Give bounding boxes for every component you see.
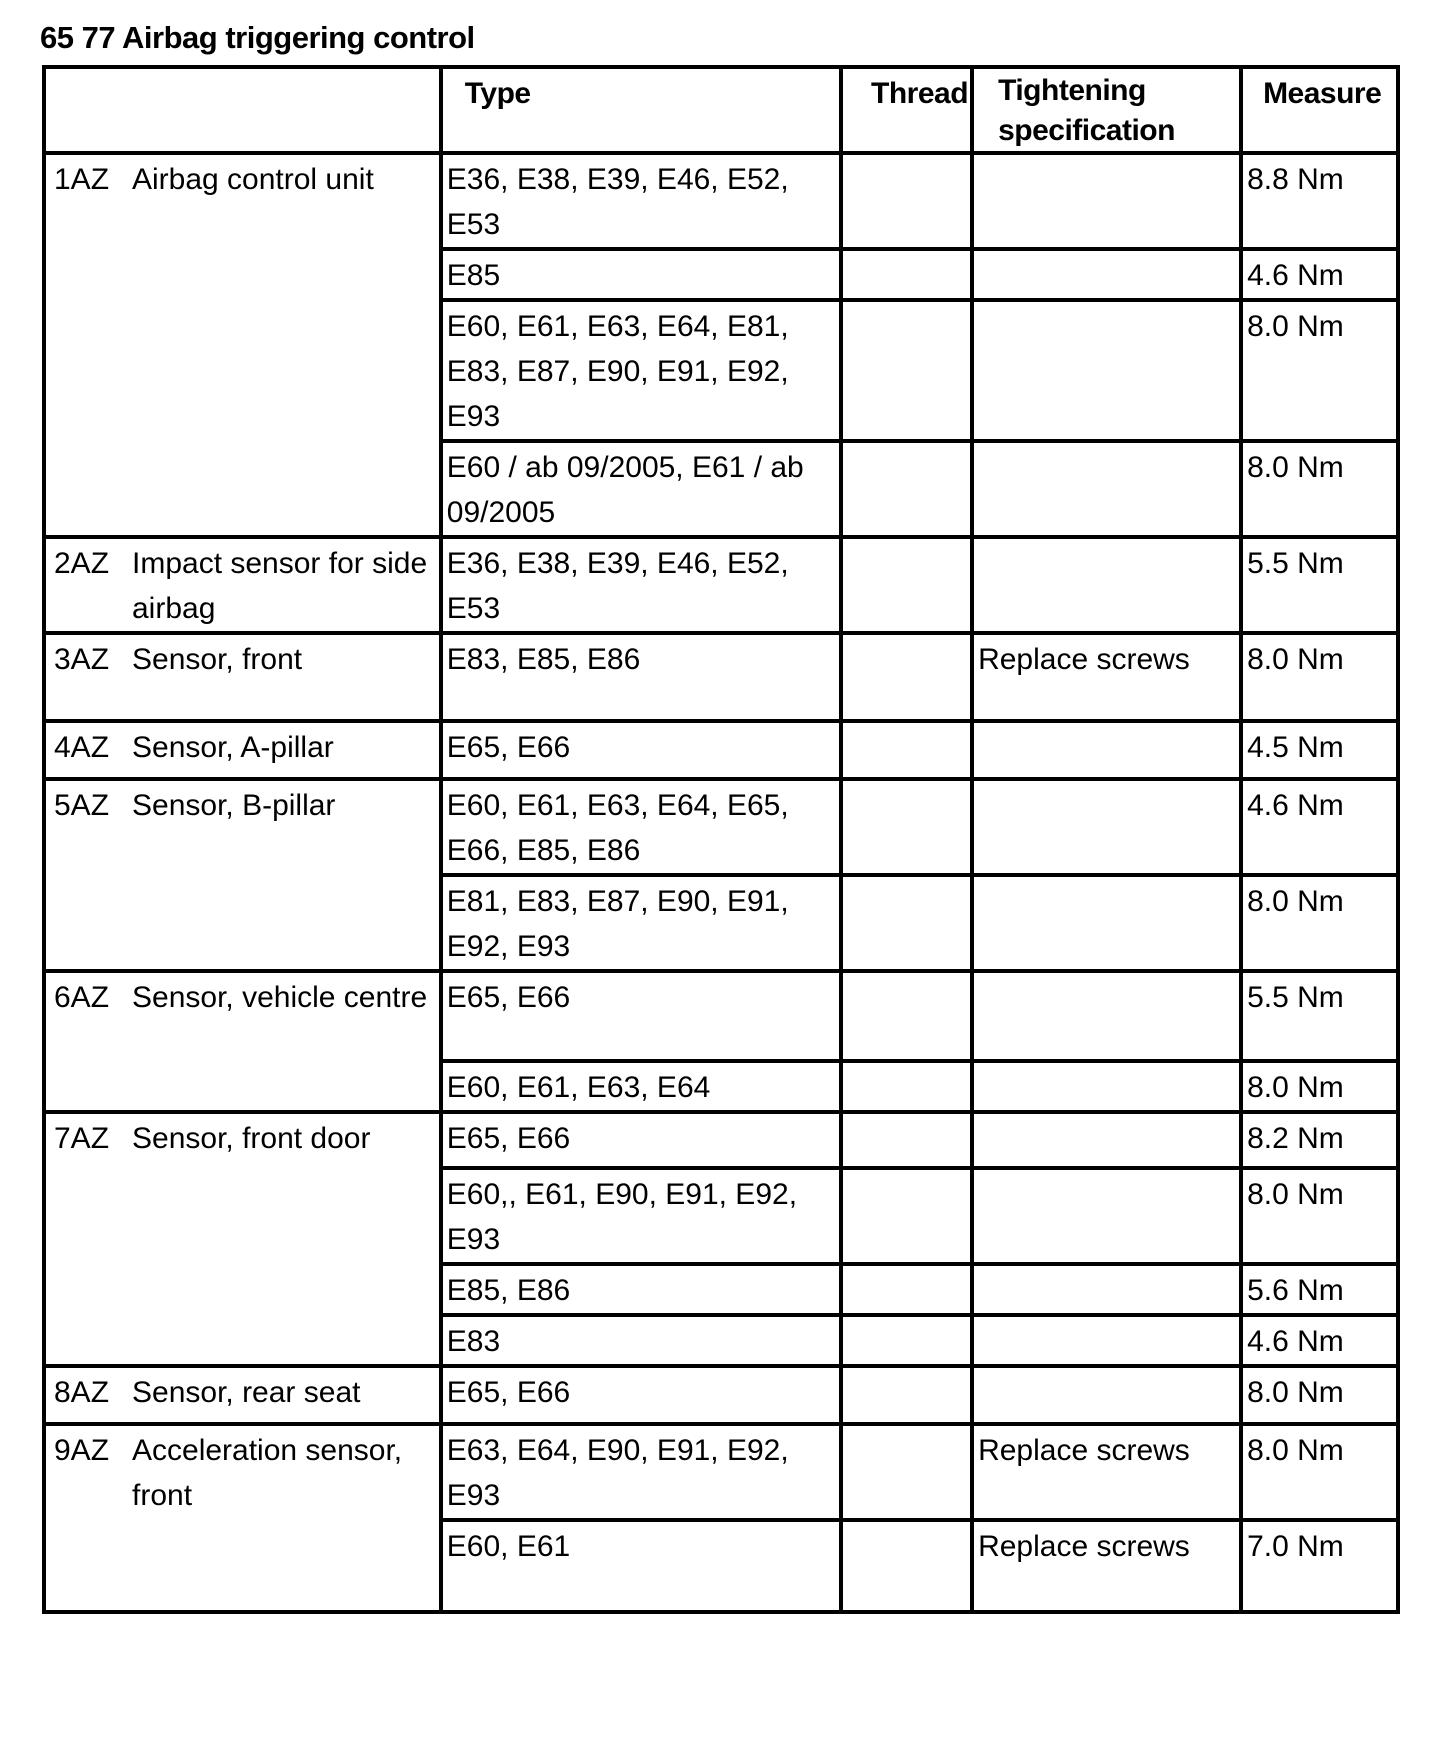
- type-cell: E60, E61, E63, E64: [441, 1061, 841, 1112]
- table-header-row: [44, 67, 1398, 153]
- type-cell: E65, E66: [441, 721, 841, 779]
- type-cell: E60, E61: [441, 1520, 841, 1612]
- thread-cell: [841, 1061, 972, 1112]
- table-row: [44, 1424, 1398, 1520]
- type-cell: E36, E38, E39, E46, E52, E53: [441, 153, 841, 249]
- measure-cell: 8.0 Nm: [1241, 1168, 1398, 1264]
- measure-cell: 8.0 Nm: [1241, 441, 1398, 537]
- tightening-cell: [972, 1264, 1241, 1315]
- type-cell: E83, E85, E86: [441, 633, 841, 721]
- tightening-cell: [972, 537, 1241, 633]
- measure-cell: 8.0 Nm: [1241, 875, 1398, 971]
- header-type: Type: [441, 67, 841, 153]
- component-cell: [44, 721, 441, 779]
- type-cell: E81, E83, E87, E90, E91, E92, E93: [441, 875, 841, 971]
- component-code: 7AZ: [54, 1122, 110, 1155]
- tightening-cell: [972, 1112, 1241, 1168]
- component-name: Sensor, vehicle centre: [132, 981, 428, 1014]
- type-cell: E65, E66: [441, 1112, 841, 1168]
- table-row: [44, 1112, 1398, 1168]
- measure-cell: 4.6 Nm: [1241, 779, 1398, 875]
- page-title: 65 77 Airbag triggering control: [40, 20, 475, 55]
- tightening-cell: Replace screws: [972, 633, 1241, 721]
- component-code: 9AZ: [54, 1434, 110, 1467]
- type-cell: E36, E38, E39, E46, E52, E53: [441, 537, 841, 633]
- component-cell: [44, 153, 441, 537]
- component-name: Sensor, rear seat: [132, 1376, 361, 1409]
- type-cell: E63, E64, E90, E91, E92, E93: [441, 1424, 841, 1520]
- type-cell: E60,, E61, E90, E91, E92, E93: [441, 1168, 841, 1264]
- table-row: [44, 721, 1398, 779]
- measure-cell: 4.6 Nm: [1241, 249, 1398, 300]
- tightening-cell: [972, 153, 1241, 249]
- tightening-cell: Replace screws: [972, 1520, 1241, 1612]
- component-code: 8AZ: [54, 1376, 110, 1409]
- thread-cell: [841, 1520, 972, 1612]
- tightening-cell: [972, 779, 1241, 875]
- component-code: 2AZ: [54, 547, 110, 580]
- tightening-cell: [972, 249, 1241, 300]
- thread-cell: [841, 1264, 972, 1315]
- thread-cell: [841, 1315, 972, 1366]
- table-row: [44, 1366, 1398, 1424]
- measure-cell: 8.0 Nm: [1241, 1424, 1398, 1520]
- thread-cell: [841, 1424, 972, 1520]
- component-code: 6AZ: [54, 981, 110, 1014]
- measure-cell: 8.0 Nm: [1241, 1366, 1398, 1424]
- component-name: Sensor, front door: [132, 1122, 371, 1155]
- measure-cell: 7.0 Nm: [1241, 1520, 1398, 1612]
- type-cell: E85, E86: [441, 1264, 841, 1315]
- tightening-cell: [972, 300, 1241, 441]
- header-measure: Measure: [1241, 67, 1398, 153]
- tightening-cell: [972, 1366, 1241, 1424]
- component-name: Airbag control unit: [132, 163, 374, 196]
- table-row: [44, 537, 1398, 633]
- measure-cell: 5.6 Nm: [1241, 1264, 1398, 1315]
- table-row: [44, 153, 1398, 249]
- thread-cell: [841, 1112, 972, 1168]
- tightening-cell: [972, 1061, 1241, 1112]
- header-tightening: Tightening specification: [972, 67, 1241, 153]
- table-body: [44, 153, 1398, 1612]
- component-name: Sensor, B-pillar: [132, 789, 336, 822]
- thread-cell: [841, 971, 972, 1061]
- table-row: [44, 633, 1398, 721]
- component-code: 4AZ: [54, 731, 110, 764]
- component-cell: [44, 633, 441, 721]
- component-name: Sensor, A-pillar: [132, 731, 334, 764]
- type-cell: E85: [441, 249, 841, 300]
- component-name: Acceleration sensor, front: [132, 1434, 403, 1512]
- type-cell: E60 / ab 09/2005, E61 / ab 09/2005: [441, 441, 841, 537]
- component-code: 5AZ: [54, 789, 110, 822]
- tightening-cell: [972, 971, 1241, 1061]
- table-row: [44, 971, 1398, 1061]
- airbag-spec-table: [42, 65, 1400, 1614]
- component-code: 1AZ: [54, 163, 110, 196]
- measure-cell: 8.0 Nm: [1241, 300, 1398, 441]
- thread-cell: [841, 1168, 972, 1264]
- type-cell: E60, E61, E63, E64, E65, E66, E85, E86: [441, 779, 841, 875]
- component-code: 3AZ: [54, 643, 110, 676]
- type-cell: E83: [441, 1315, 841, 1366]
- type-cell: E65, E66: [441, 1366, 841, 1424]
- thread-cell: [841, 633, 972, 721]
- measure-cell: 5.5 Nm: [1241, 971, 1398, 1061]
- component-cell: [44, 971, 441, 1112]
- type-cell: E60, E61, E63, E64, E81, E83, E87, E90, E91, E92, E93: [441, 300, 841, 441]
- tightening-cell: [972, 875, 1241, 971]
- measure-cell: 4.5 Nm: [1241, 721, 1398, 779]
- measure-cell: 8.2 Nm: [1241, 1112, 1398, 1168]
- thread-cell: [841, 153, 972, 249]
- measure-cell: 8.8 Nm: [1241, 153, 1398, 249]
- component-cell: [44, 779, 441, 971]
- tightening-cell: [972, 721, 1241, 779]
- measure-cell: 8.0 Nm: [1241, 633, 1398, 721]
- header-thread: Thread: [841, 67, 972, 153]
- thread-cell: [841, 721, 972, 779]
- thread-cell: [841, 537, 972, 633]
- component-cell: [44, 1366, 441, 1424]
- thread-cell: [841, 779, 972, 875]
- measure-cell: 4.6 Nm: [1241, 1315, 1398, 1366]
- tightening-cell: [972, 441, 1241, 537]
- thread-cell: [841, 875, 972, 971]
- component-name: Impact sensor for side airbag: [132, 547, 428, 625]
- tightening-cell: [972, 1168, 1241, 1264]
- header-component: [44, 67, 441, 153]
- tightening-cell: Replace screws: [972, 1424, 1241, 1520]
- component-cell: [44, 1424, 441, 1612]
- thread-cell: [841, 300, 972, 441]
- measure-cell: 5.5 Nm: [1241, 537, 1398, 633]
- type-cell: E65, E66: [441, 971, 841, 1061]
- thread-cell: [841, 441, 972, 537]
- thread-cell: [841, 249, 972, 300]
- table-row: [44, 779, 1398, 875]
- measure-cell: 8.0 Nm: [1241, 1061, 1398, 1112]
- component-cell: [44, 537, 441, 633]
- thread-cell: [841, 1366, 972, 1424]
- tightening-cell: [972, 1315, 1241, 1366]
- component-cell: [44, 1112, 441, 1366]
- component-name: Sensor, front: [132, 643, 303, 676]
